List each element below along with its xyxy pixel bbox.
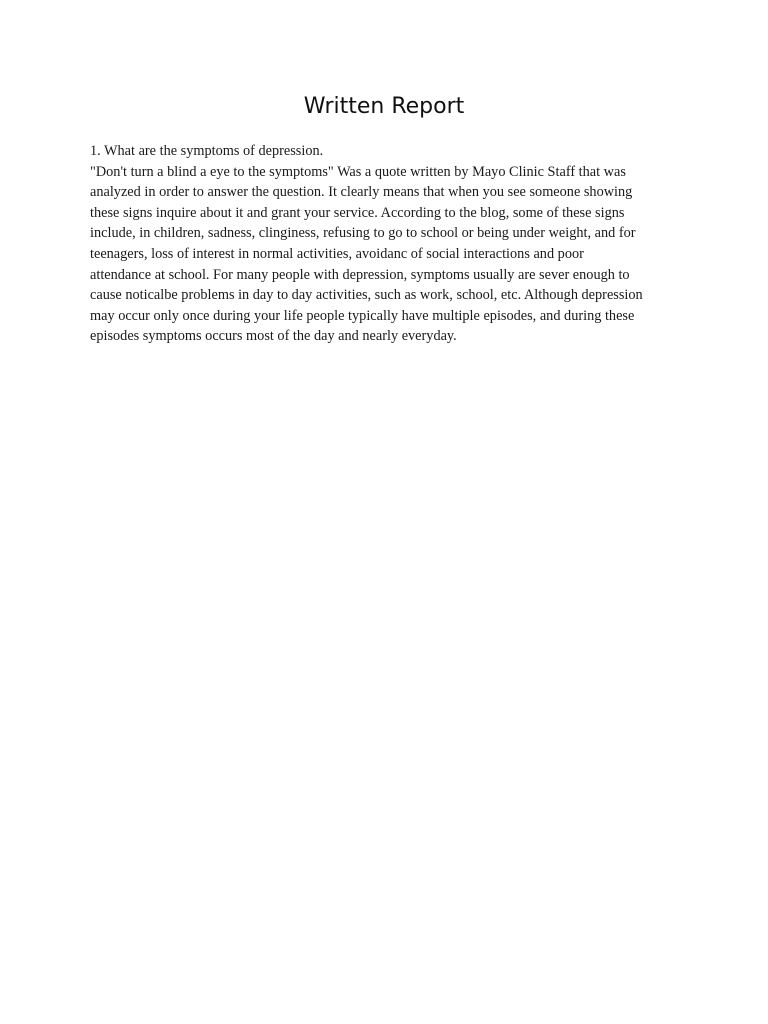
question-line: 1. What are the symptoms of depression. <box>90 143 324 159</box>
answer-line: analyzed in order to answer the question. It clearly means that when you see someone showing <box>90 184 633 201</box>
answer-line: attendance at school. For many people with depression, symptoms usually are sever enough to <box>90 266 630 283</box>
answer-line: episodes symptoms occurs most of the day and nearly everyday. <box>90 328 457 345</box>
report-body <box>90 141 680 347</box>
page-title: Written Report <box>303 94 465 119</box>
answer-line: "Don't turn a blind a eye to the symptoms" Was a quote written by Mayo Clinic Staff that was <box>90 163 626 180</box>
answer-line: teenagers, loss of interest in normal activities, avoidanc of social interactions and poor <box>90 245 584 262</box>
answer-line: cause noticalbe problems in day to day activities, such as work, school, etc. Although depression <box>90 287 643 304</box>
answer-line: these signs inquire about it and grant your service. According to the blog, some of these signs <box>90 204 625 221</box>
answer-line: include, in children, sadness, clinginess, refusing to go to school or being under weight, and for <box>90 225 636 242</box>
answer-line: may occur only once during your life people typically have multiple episodes, and during these <box>90 307 635 324</box>
